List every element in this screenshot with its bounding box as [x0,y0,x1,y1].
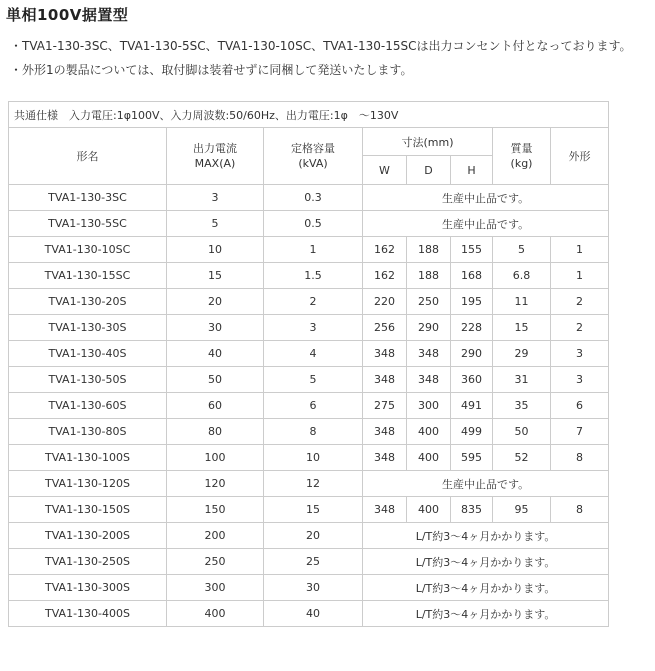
cell-w: 348 [363,341,407,367]
cell-h: 290 [451,341,493,367]
cell-model: TVA1-130-100S [9,445,167,471]
cell-note: 生産中止品です。 [363,471,609,497]
table-row [9,367,609,393]
cell-capacity: 8 [264,419,363,445]
header-current-line2: MAX(A) [194,157,236,170]
cell-note: 生産中止品です。 [363,185,609,211]
cell-current: 60 [167,393,264,419]
cell-model: TVA1-130-3SC [9,185,167,211]
cell-capacity: 1.5 [264,263,363,289]
cell-model: TVA1-130-60S [9,393,167,419]
cell-mass: 31 [493,367,551,393]
cell-current: 20 [167,289,264,315]
table-row [9,601,609,627]
table-row [9,263,609,289]
header-current [167,128,264,185]
cell-mass: 29 [493,341,551,367]
cell-h: 835 [451,497,493,523]
cell-capacity: 0.3 [264,185,363,211]
header-h: H [451,156,493,185]
table-row [9,445,609,471]
header-mass [493,128,551,185]
cell-w: 348 [363,445,407,471]
cell-note: L/T約3〜4ヶ月かかります。 [363,601,609,627]
cell-model: TVA1-130-20S [9,289,167,315]
table-row [9,289,609,315]
cell-h: 228 [451,315,493,341]
cell-model: TVA1-130-80S [9,419,167,445]
cell-w: 256 [363,315,407,341]
cell-outline: 8 [551,445,609,471]
cell-d: 188 [407,237,451,263]
cell-model: TVA1-130-30S [9,315,167,341]
common-spec: 共通仕様 入力電圧:1φ100V、入力周波数:50/60Hz、出力電圧:1φ 〜130V [9,102,609,128]
cell-model: TVA1-130-150S [9,497,167,523]
cell-d: 300 [407,393,451,419]
header-w: W [363,156,407,185]
cell-mass: 95 [493,497,551,523]
table-row [9,419,609,445]
cell-capacity: 5 [264,367,363,393]
cell-current: 15 [167,263,264,289]
header-dimensions: 寸法(mm) [363,128,493,156]
cell-capacity: 12 [264,471,363,497]
table-row [9,211,609,237]
cell-mass: 15 [493,315,551,341]
cell-h: 595 [451,445,493,471]
cell-model: TVA1-130-10SC [9,237,167,263]
cell-current: 80 [167,419,264,445]
spec-table [8,101,609,627]
header-mass-line2: (kg) [510,157,533,170]
cell-d: 348 [407,341,451,367]
cell-outline: 2 [551,289,609,315]
header-current-line1: 出力電流 [193,142,237,155]
cell-model: TVA1-130-200S [9,523,167,549]
cell-model: TVA1-130-50S [9,367,167,393]
cell-capacity: 40 [264,601,363,627]
cell-outline: 1 [551,263,609,289]
cell-h: 195 [451,289,493,315]
cell-capacity: 3 [264,315,363,341]
cell-current: 10 [167,237,264,263]
cell-w: 162 [363,237,407,263]
cell-mass: 11 [493,289,551,315]
header-model: 形名 [9,128,167,185]
table-row [9,575,609,601]
header-capacity [264,128,363,185]
table-row [9,341,609,367]
cell-model: TVA1-130-40S [9,341,167,367]
cell-h: 499 [451,419,493,445]
table-row [9,471,609,497]
cell-current: 50 [167,367,264,393]
cell-w: 220 [363,289,407,315]
cell-current: 150 [167,497,264,523]
cell-w: 348 [363,497,407,523]
cell-mass: 6.8 [493,263,551,289]
cell-mass: 52 [493,445,551,471]
cell-model: TVA1-130-120S [9,471,167,497]
cell-h: 168 [451,263,493,289]
cell-d: 400 [407,419,451,445]
cell-capacity: 20 [264,523,363,549]
cell-h: 155 [451,237,493,263]
note-mounting-legs: ・外形1の製品については、取付脚は装着せずに同梱して発送いたします。 [10,63,413,77]
cell-model: TVA1-130-300S [9,575,167,601]
cell-mass: 50 [493,419,551,445]
cell-current: 30 [167,315,264,341]
cell-d: 400 [407,445,451,471]
cell-current: 300 [167,575,264,601]
cell-capacity: 25 [264,549,363,575]
table-row [9,497,609,523]
header-outline: 外形 [551,128,609,185]
cell-model: TVA1-130-5SC [9,211,167,237]
table-row [9,523,609,549]
cell-capacity: 4 [264,341,363,367]
cell-current: 5 [167,211,264,237]
table-row [9,393,609,419]
cell-capacity: 6 [264,393,363,419]
cell-current: 120 [167,471,264,497]
cell-w: 348 [363,367,407,393]
cell-capacity: 15 [264,497,363,523]
cell-outline: 8 [551,497,609,523]
cell-capacity: 10 [264,445,363,471]
cell-current: 200 [167,523,264,549]
spec-table-body [9,185,609,627]
cell-outline: 7 [551,419,609,445]
cell-d: 400 [407,497,451,523]
cell-h: 491 [451,393,493,419]
note-outlet: ・TVA1-130-3SC、TVA1-130-5SC、TVA1-130-10SC、TVA1-130-15SCは出力コンセント付となっております。 [10,39,632,53]
cell-model: TVA1-130-400S [9,601,167,627]
cell-capacity: 1 [264,237,363,263]
table-row [9,549,609,575]
cell-note: L/T約3〜4ヶ月かかります。 [363,575,609,601]
header-capacity-line2: (kVA) [298,157,328,170]
cell-outline: 3 [551,341,609,367]
table-row [9,237,609,263]
table-row [9,315,609,341]
header-d: D [407,156,451,185]
cell-current: 250 [167,549,264,575]
cell-current: 40 [167,341,264,367]
header-capacity-line1: 定格容量 [291,142,335,155]
cell-outline: 1 [551,237,609,263]
cell-w: 275 [363,393,407,419]
cell-current: 400 [167,601,264,627]
cell-capacity: 0.5 [264,211,363,237]
cell-outline: 6 [551,393,609,419]
cell-current: 3 [167,185,264,211]
cell-current: 100 [167,445,264,471]
cell-outline: 2 [551,315,609,341]
cell-outline: 3 [551,367,609,393]
cell-mass: 35 [493,393,551,419]
table-row [9,185,609,211]
cell-d: 250 [407,289,451,315]
cell-h: 360 [451,367,493,393]
cell-capacity: 30 [264,575,363,601]
cell-capacity: 2 [264,289,363,315]
page-title: 単相100V据置型 [6,6,129,24]
cell-model: TVA1-130-15SC [9,263,167,289]
cell-d: 348 [407,367,451,393]
header-mass-line1: 質量 [510,142,533,155]
cell-note: L/T約3〜4ヶ月かかります。 [363,549,609,575]
cell-w: 348 [363,419,407,445]
cell-d: 290 [407,315,451,341]
cell-w: 162 [363,263,407,289]
cell-mass: 5 [493,237,551,263]
cell-note: 生産中止品です。 [363,211,609,237]
cell-model: TVA1-130-250S [9,549,167,575]
cell-d: 188 [407,263,451,289]
cell-note: L/T約3〜4ヶ月かかります。 [363,523,609,549]
